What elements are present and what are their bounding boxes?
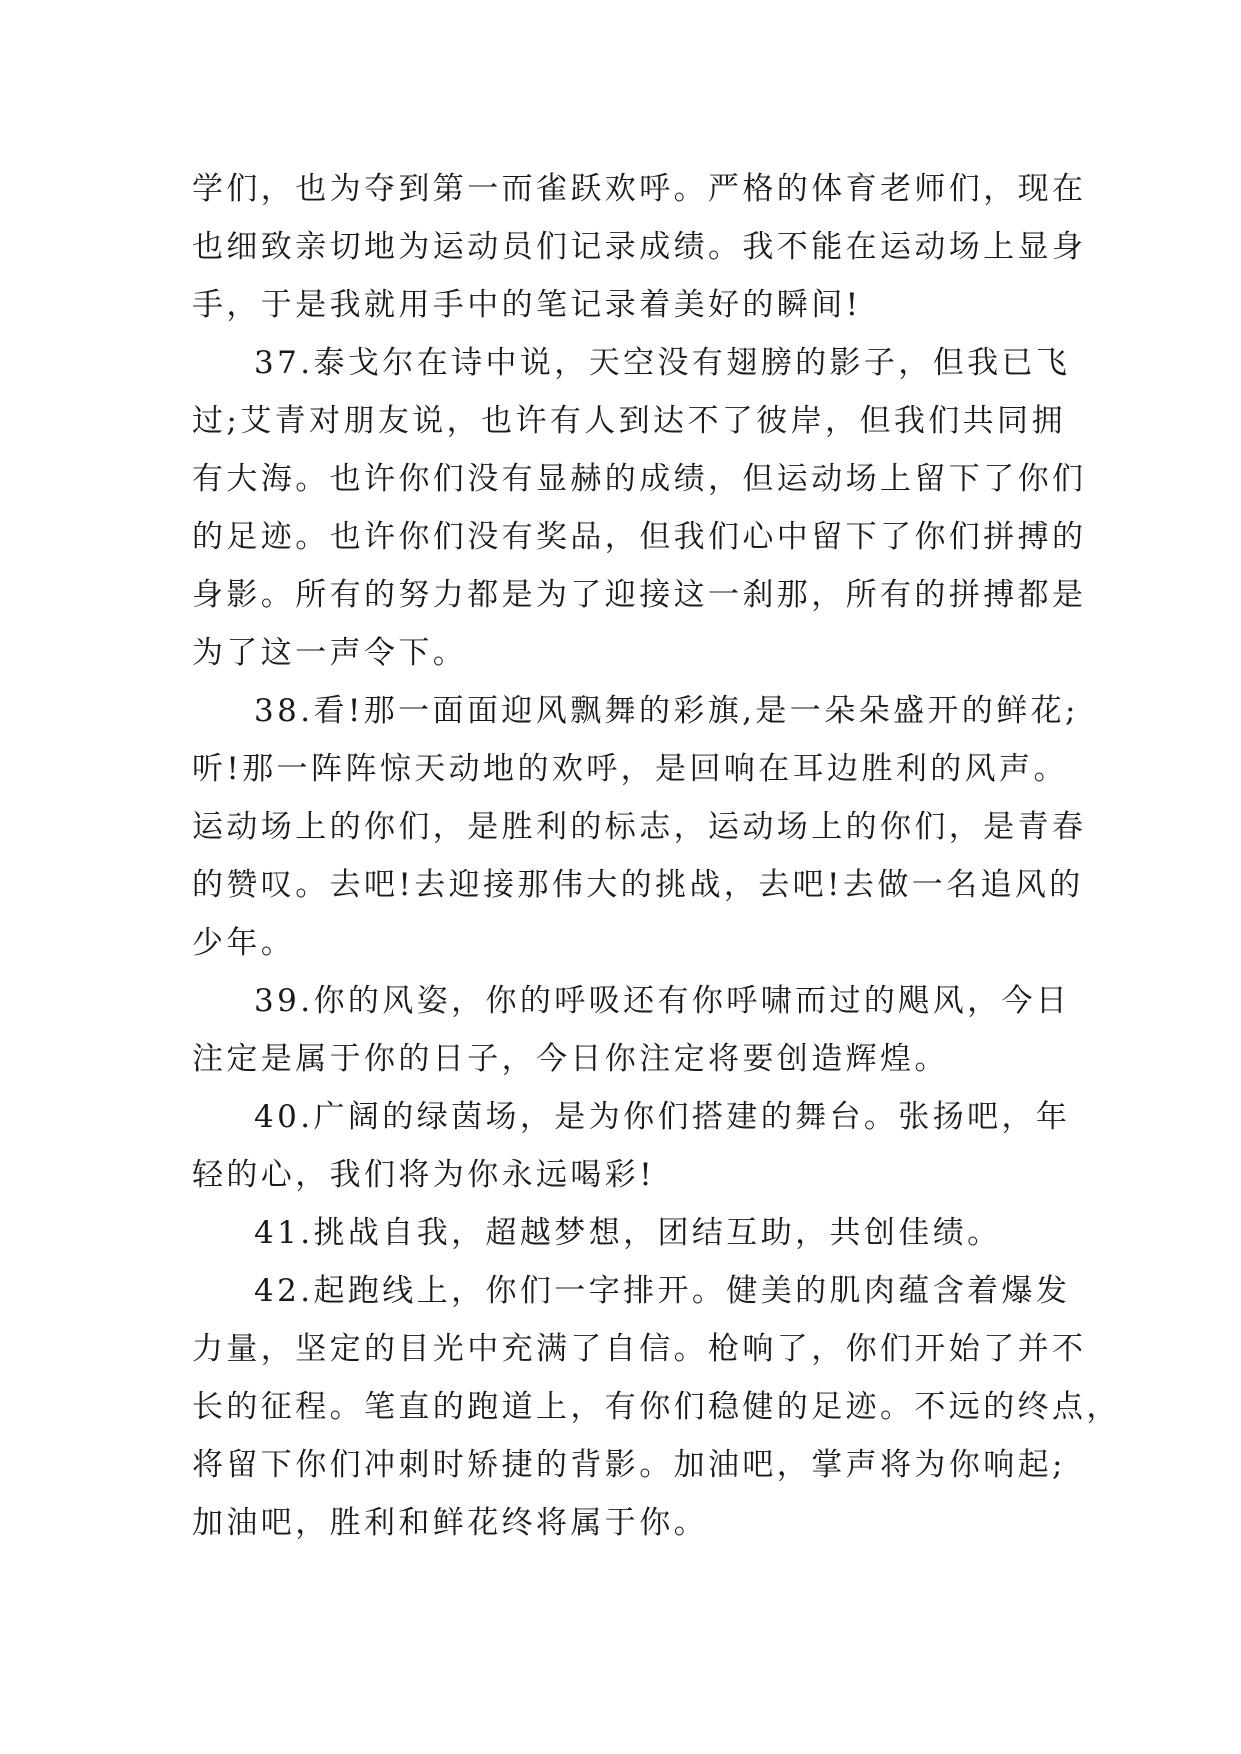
text-line: 有大海。也许你们没有显赫的成绩，但运动场上留下了你们 <box>192 461 1087 497</box>
text-line: 少年。 <box>192 925 296 961</box>
text-line: 手，于是我就用手中的笔记录着美好的瞬间! <box>192 287 862 323</box>
text-line: 长的征程。笔直的跑道上，有你们稳健的足迹。不远的终点， <box>192 1389 1121 1425</box>
text-line: 听!那一阵阵惊天动地的欢呼，是回响在耳边胜利的风声。 <box>192 751 1068 787</box>
text-line: 将留下你们冲刺时矫捷的背影。加油吧，掌声将为你响起; <box>192 1447 1066 1483</box>
text-line: 过;艾青对朋友说，也许有人到达不了彼岸，但我们共同拥 <box>192 403 1066 439</box>
text-line: 39.你的风姿，你的呼吸还有你呼啸而过的飓风，今日 <box>254 983 1071 1019</box>
text-line: 的足迹。也许你们没有奖品，但我们心中留下了你们拼搏的 <box>192 519 1087 555</box>
text-line: 37.泰戈尔在诗中说，天空没有翅膀的影子，但我已飞 <box>254 345 1071 381</box>
text-line: 的赞叹。去吧!去迎接那伟大的挑战，去吧!去做一名追风的 <box>192 867 1084 903</box>
text-line: 身影。所有的努力都是为了迎接这一刹那，所有的拼搏都是 <box>192 577 1087 613</box>
text-line: 为了这一声令下。 <box>192 635 468 671</box>
body-text <box>192 160 1121 1552</box>
text-line: 加油吧，胜利和鲜花终将属于你。 <box>192 1505 708 1541</box>
text-line: 注定是属于你的日子，今日你注定将要创造辉煌。 <box>192 1041 949 1077</box>
text-line: 38.看!那一面面迎风飘舞的彩旗,是一朵朵盛开的鲜花; <box>254 693 1079 729</box>
text-line: 40.广阔的绿茵场，是为你们搭建的舞台。张扬吧，年 <box>254 1099 1071 1135</box>
text-line: 力量，坚定的目光中充满了自信。枪响了，你们开始了并不 <box>192 1331 1087 1367</box>
text-line: 运动场上的你们，是胜利的标志，运动场上的你们，是青春 <box>192 809 1087 845</box>
text-line: 41.挑战自我，超越梦想，团结互助，共创佳绩。 <box>254 1215 1002 1251</box>
text-line: 轻的心，我们将为你永远喝彩! <box>192 1157 656 1193</box>
text-line: 学们，也为夺到第一而雀跃欢呼。严格的体育老师们，现在 <box>192 171 1087 207</box>
text-line: 也细致亲切地为运动员们记录成绩。我不能在运动场上显身 <box>192 229 1087 265</box>
text-line: 42.起跑线上，你们一字排开。健美的肌肉蕴含着爆发 <box>254 1273 1071 1309</box>
